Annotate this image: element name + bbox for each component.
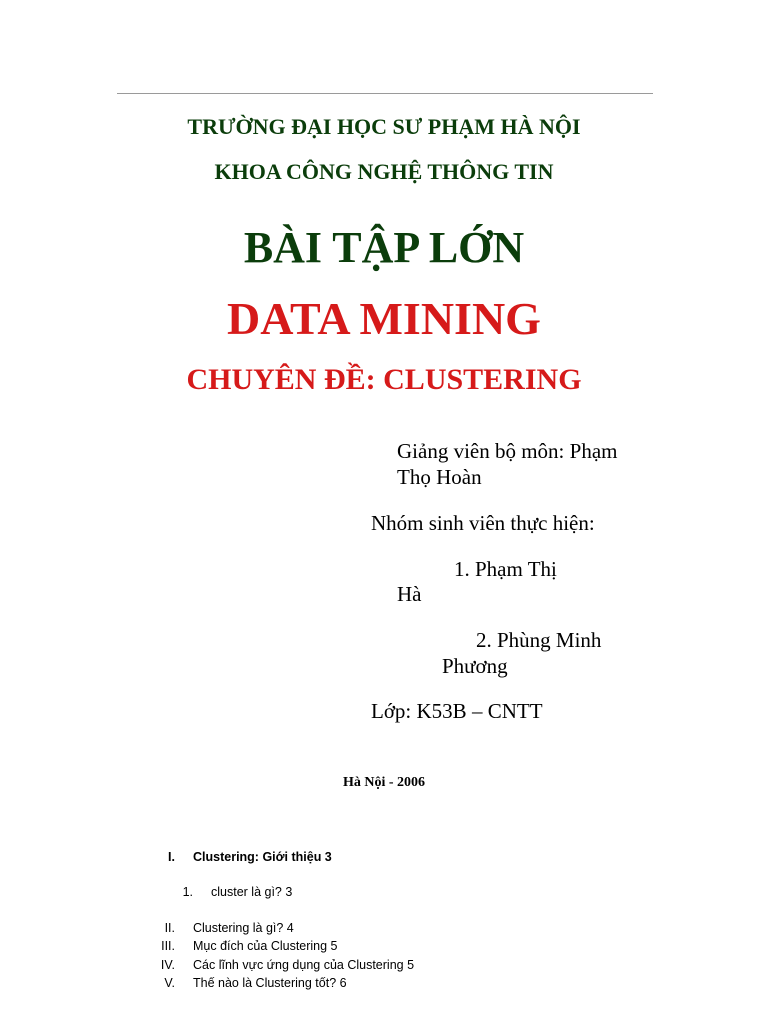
toc-number: V. bbox=[164, 976, 175, 990]
subject-title: DATA MINING bbox=[227, 293, 541, 344]
toc-text: Các lĩnh vực ứng dụng của Clustering 5 bbox=[193, 958, 415, 972]
lecturer-line-2: Thọ Hoàn bbox=[397, 465, 482, 489]
faculty-name: KHOA CÔNG NGHỆ THÔNG TIN bbox=[214, 159, 554, 184]
class-line: Lớp: K53B – CNTT bbox=[371, 699, 543, 723]
topic-title: CHUYÊN ĐỀ: CLUSTERING bbox=[186, 363, 582, 396]
toc-item[interactable] bbox=[135, 939, 338, 953]
toc-text: Clustering là gì? 4 bbox=[193, 921, 294, 935]
group-label: Nhóm sinh viên thực hiện: bbox=[371, 511, 595, 535]
toc-number: IV. bbox=[160, 958, 175, 972]
toc-text: cluster là gì? 3 bbox=[211, 885, 293, 899]
toc-number: I. bbox=[168, 850, 175, 864]
toc-item[interactable] bbox=[135, 958, 414, 972]
school-name: TRƯỜNG ĐẠI HỌC SƯ PHẠM HÀ NỘI bbox=[187, 114, 581, 139]
top-rule bbox=[117, 93, 653, 94]
toc-item[interactable] bbox=[145, 885, 292, 899]
place-date: Hà Nội - 2006 bbox=[342, 775, 426, 790]
toc-number: 1. bbox=[182, 885, 193, 899]
member-2-line-2: Phương bbox=[442, 654, 508, 678]
toc-item[interactable] bbox=[135, 921, 294, 935]
toc-text: Mục đích của Clustering 5 bbox=[193, 939, 338, 953]
member-1-line-1: 1. Phạm Thị bbox=[454, 557, 557, 581]
member-2-line-1: 2. Phùng Minh bbox=[476, 628, 602, 652]
toc-number: II. bbox=[164, 921, 175, 935]
toc-text: Thế nào là Clustering tốt? 6 bbox=[193, 976, 347, 990]
toc-item[interactable] bbox=[135, 976, 347, 990]
lecturer-line-1: Giảng viên bộ môn: Phạm bbox=[397, 439, 618, 463]
document-title: BÀI TẬP LỚN bbox=[243, 223, 525, 272]
member-1-line-2: Hà bbox=[397, 582, 422, 606]
toc-item[interactable] bbox=[135, 850, 332, 864]
toc-number: III. bbox=[161, 939, 175, 953]
toc-text: Clustering: Giới thiệu 3 bbox=[193, 850, 332, 864]
